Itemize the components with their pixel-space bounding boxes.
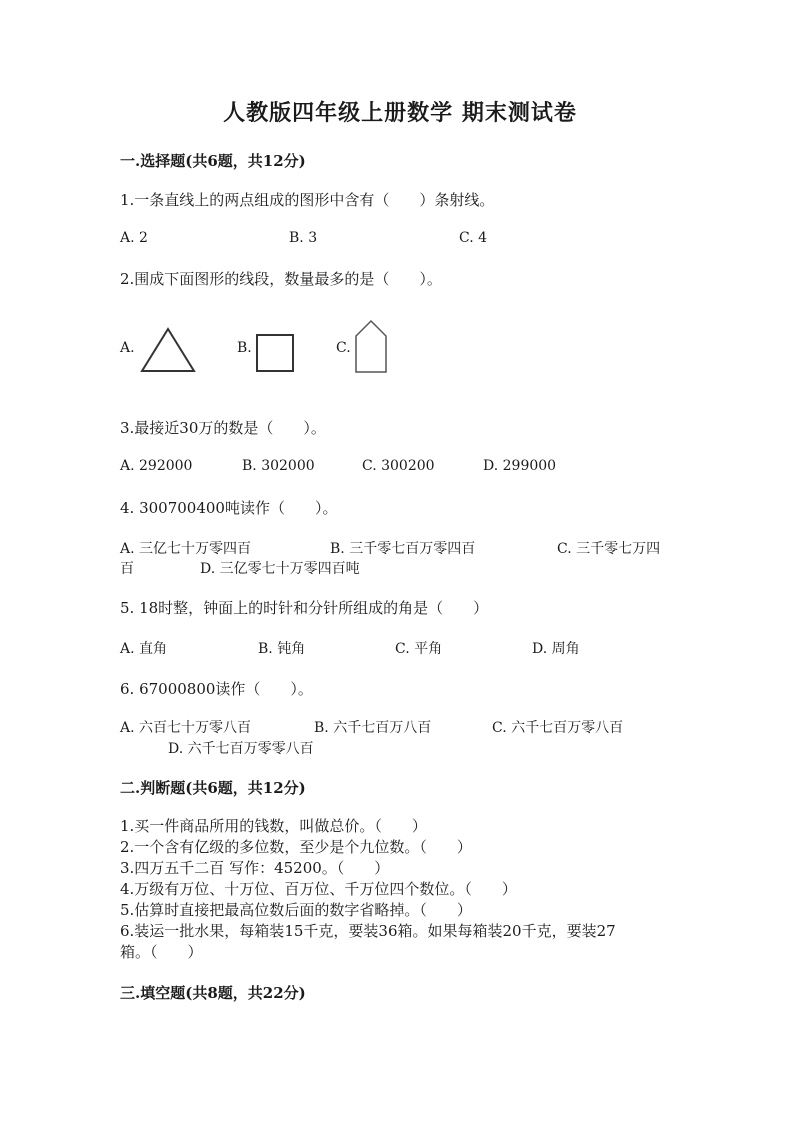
question-6-option-a: A. 六百七十万零八百 <box>120 720 252 736</box>
question-5-option-b: B. 钝角 <box>258 641 306 657</box>
section-heading-fill-blank: 三.填空题(共8题，共22分) <box>120 984 306 1002</box>
question-5-option-d: D. 周角 <box>532 641 580 657</box>
question-6-option-b: B. 六千七百万八百 <box>314 720 432 736</box>
question-4-option-c: C. 三千零七万四 <box>557 541 661 557</box>
question-3-option-b: B. 302000 <box>242 458 315 474</box>
judgment-item-4: 4.万级有万位、十万位、百万位、千万位四个数位。（ ） <box>120 880 517 898</box>
judgment-item-5: 5.估算时直接把最高位数后面的数字省略掉。（ ） <box>120 901 472 919</box>
question-6-stem: 6. 67000800读作（ ）。 <box>120 680 313 698</box>
question-6-option-c: C. 六千七百万零八百 <box>492 720 624 736</box>
question-4-stem: 4. 300700400吨读作（ ）。 <box>120 499 338 517</box>
judgment-item-6: 6.装运一批水果，每箱装15千克，要装36箱。如果每箱装20千克，要装27 <box>120 922 616 940</box>
question-4-option-b: B. 三千零七百万零四百 <box>330 541 476 557</box>
question-3-option-d: D. 299000 <box>483 458 557 474</box>
question-3-option-a: A. 292000 <box>120 458 193 474</box>
judgment-item-3: 3.四万五千二百 写作：45200。（ ） <box>120 859 390 877</box>
question-3-stem: 3.最接近30万的数是（ ）。 <box>120 419 326 437</box>
section-heading-choice: 一.选择题(共6题，共12分) <box>120 152 306 170</box>
section-heading-judgment: 二.判断题(共6题，共12分) <box>120 779 306 797</box>
pentagon-figure <box>352 318 390 376</box>
question-5-stem: 5. 18时整，钟面上的时针和分针所组成的角是（ ） <box>120 599 489 617</box>
judgment-item-2: 2.一个含有亿级的多位数，至少是个九位数。（ ） <box>120 838 472 856</box>
question-2-option-a: A. <box>120 340 135 356</box>
question-4-option-a: A. 三亿七十万零四百 <box>120 541 252 557</box>
judgment-item-1: 1.买一件商品所用的钱数，叫做总价。（ ） <box>120 817 427 835</box>
question-4-option-c-continued: 百 <box>120 561 134 577</box>
question-6-option-d: D. 六千七百万零零八百 <box>168 741 314 757</box>
question-1-option-a: A. 2 <box>120 230 148 246</box>
question-1-option-b: B. 3 <box>289 230 318 246</box>
question-3-option-c: C. 300200 <box>362 458 435 474</box>
question-5-option-c: C. 平角 <box>395 641 443 657</box>
question-2-option-b: B. <box>237 340 252 356</box>
page-title: 人教版四年级上册数学 期末测试卷 <box>223 100 577 126</box>
question-1-stem: 1.一条直线上的两点组成的图形中含有（ ）条射线。 <box>120 191 495 209</box>
triangle-figure <box>138 326 198 374</box>
question-4-option-d: D. 三亿零七十万零四百吨 <box>200 561 360 577</box>
judgment-item-6-continued: 箱。（ ） <box>120 943 203 961</box>
question-2-stem: 2.围成下面图形的线段，数量最多的是（ ）。 <box>120 270 442 288</box>
question-2-option-c: C. <box>336 340 351 356</box>
question-5-option-a: A. 直角 <box>120 641 168 657</box>
question-1-option-c: C. 4 <box>459 230 488 246</box>
square-figure <box>254 332 296 374</box>
